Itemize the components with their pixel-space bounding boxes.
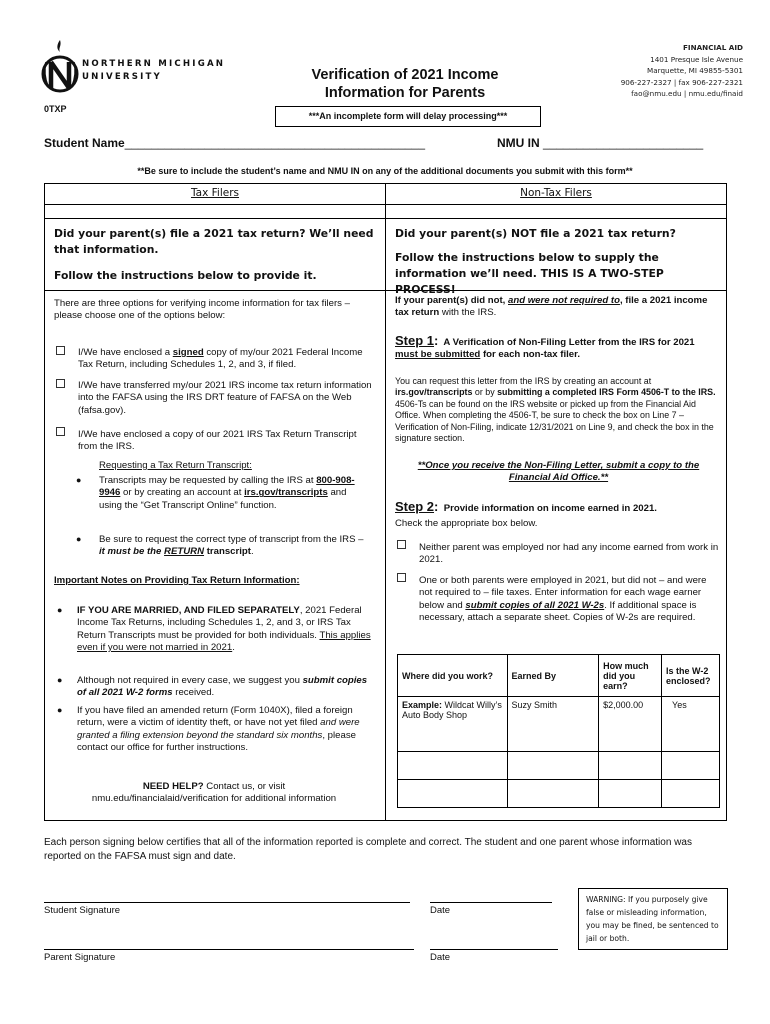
transcript-bullet-1: Transcripts may be requested by calling the IRS at 800-908-9946 or by creating an account at irs.gov/transcripts and using the “Get Transcript Online” function. <box>99 475 355 511</box>
tax-filers-heading: Tax Filers <box>190 187 240 199</box>
student-signature-label: Student Signature <box>44 905 121 916</box>
note-married-separately: IF YOU ARE MARRIED, AND FILED SEPARATELY, 2021 Federal Income Tax Returns, including Schedules 1, 2, and 3, or IRS Tax Return Transcripts must be provided for both individuals. This applies even if you were not married in 2021. <box>77 605 371 653</box>
student-date-label: Date <box>430 905 451 916</box>
bullet-icon: ● <box>57 675 63 685</box>
notes-heading: Important Notes on Providing Tax Return Information: <box>54 575 300 586</box>
student-date-line[interactable] <box>430 902 552 903</box>
parent-signature-label: Parent Signature <box>44 952 116 963</box>
nmu-in-field[interactable]: NMU IN ________________________ <box>497 136 704 150</box>
col-where-work: Where did you work? <box>398 655 508 697</box>
option1-text: I/We have enclosed a signed copy of my/our 2021 Federal Income Tax Return, including Schedules 1, 2, and 3, if filed. <box>78 347 363 371</box>
col-w2-enclosed: Is the W-2 enclosed? <box>662 655 720 697</box>
financial-aid-contact: FINANCIAL AID 1401 Presque Isle Avenue Marquette, MI 49855-5301 906-227-2327 | fax 906-227-2321 fao@nmu.edu | nmu.edu/finaid <box>620 43 743 98</box>
transcript-heading: Requesting a Tax Return Transcript: <box>99 460 252 471</box>
need-help: NEED HELP? Contact us, or visit nmu.edu/financialaid/verification for additional information <box>91 781 337 805</box>
table-row <box>398 697 720 752</box>
step2-option1-text: Neither parent was employed nor had any income earned from work in 2021. <box>419 542 719 566</box>
tax-filer-instruction: Follow the instructions below to provide it. <box>54 269 317 282</box>
incomplete-notice: ***An incomplete form will delay processing*** <box>275 106 541 127</box>
example-work-cell: Example: Wildcat Willy’s Auto Body Shop <box>398 697 508 752</box>
main-grid <box>44 183 727 821</box>
false-info-warning: WARNING: If you purposely give false or misleading information, you may be fined, be sentenced to jail or both. <box>578 888 728 950</box>
option3-checkbox[interactable] <box>56 427 65 436</box>
col-earned-by: Earned By <box>507 655 599 697</box>
student-signature-line[interactable] <box>44 902 410 903</box>
bullet-icon: ● <box>57 705 63 715</box>
nmu-emblem-icon <box>40 38 80 98</box>
bullet-icon: ● <box>57 605 63 615</box>
non-tax-filer-question: Did your parent(s) NOT file a 2021 tax return? <box>395 227 676 240</box>
tax-filer-question: Did your parent(s) file a 2021 tax return? We’ll need that information. <box>54 227 374 256</box>
nmu-logo <box>40 38 226 98</box>
option3-text: I/We have enclosed a copy of our 2021 IRS Tax Return Transcript from the IRS. <box>78 429 357 453</box>
option1-checkbox[interactable] <box>56 346 65 355</box>
option2-checkbox[interactable] <box>56 379 65 388</box>
parent-date-label: Date <box>430 952 451 963</box>
example-amount-cell: $2,000.00 <box>599 697 662 752</box>
include-name-note: **Be sure to include the student’s name and NMU IN on any of the additional documents you submit with this form** <box>137 166 633 176</box>
wage-earner-table <box>397 654 720 808</box>
form-code: 0TXP <box>44 104 67 114</box>
example-w2-cell: Yes <box>662 697 720 752</box>
note-w2-forms: Although not required in every case, we suggest you submit copies of all 2021 W-2 forms received. <box>77 675 368 699</box>
step2-option1-checkbox[interactable] <box>397 540 406 549</box>
student-name-field[interactable]: Student Name_____________________________________________ <box>44 136 426 150</box>
example-earned-by-cell: Suzy Smith <box>507 697 599 752</box>
transcript-bullet-2: Be sure to request the correct type of transcript from the IRS – it must be the RETURN transcript. <box>99 534 364 558</box>
irs-transcripts-link[interactable]: irs.gov/transcripts <box>244 487 328 499</box>
tax-filer-intro: There are three options for verifying income information for tax filers – please choose one of the options below: <box>54 298 350 322</box>
verification-link[interactable]: nmu.edu/financialaid/verification for additional information <box>91 793 337 805</box>
irs-phone-link[interactable]: 800-908-9946 <box>99 475 355 499</box>
col-how-much: How much did you earn? <box>599 655 662 697</box>
non-tax-filer-intro: If your parent(s) did not, and were not required to, file a 2021 income tax return with the IRS. <box>395 295 708 319</box>
step2-option2-text: One or both parents were employed in 2021, but did not – and were not required to – file taxes. Enter information for each wage earner below and submit copies of all 2021 W-2s. If additional space is necessary, attach a separate sheet. Copies of W-2s are required. <box>419 575 707 623</box>
page-title: Verification of 2021 Income Information for Parents <box>311 67 499 101</box>
certification-text: Each person signing below certifies that all of the information reported is complete and correct. The student and one parent whose information was reported on the FAFSA must sign and date. <box>44 837 692 862</box>
bullet-icon: ● <box>76 534 82 544</box>
non-tax-filer-instruction: Follow the instructions below to supply the information we’ll need. THIS IS A TWO-STEP PROCESS! <box>395 251 664 296</box>
parent-signature-line[interactable] <box>44 949 414 950</box>
table-row[interactable] <box>398 752 720 780</box>
table-header-row <box>398 655 720 697</box>
non-tax-filers-heading: Non-Tax Filers <box>520 187 592 199</box>
step1-body: You can request this letter from the IRS by creating an account at irs.gov/transcripts or by submitting a completed IRS Form 4506-T to the IRS. 4506-Ts can be found on the IRS website or picked up from the Financial Aid Office. When completing the 4506-T, be sure to check the box on Line 7 – Verification of Non-Filing, indicate 12/31/2021 on Line 9, and check the box in the signature section. <box>395 376 716 444</box>
step2-title: Step 2: Provide information on income earned in 2021. <box>395 499 657 514</box>
bullet-icon: ● <box>76 475 82 485</box>
step1-title: Step 1: A Verification of Non-Filing Letter from the IRS for 2021 must be submitted for each non-tax filer. <box>395 333 695 361</box>
step2-subtitle: Check the appropriate box below. <box>395 518 538 529</box>
step1-callout: **Once you receive the Non-Filing Letter, submit a copy to the Financial Aid Office.** <box>417 460 700 484</box>
parent-date-line[interactable] <box>430 949 558 950</box>
logo-wordmark: NORTHERN MICHIGAN UNIVERSITY <box>82 59 226 82</box>
note-amended-return: If you have filed an amended return (Form 1040X), filed a foreign return, were a victim of identity theft, or have not yet filed and were granted a filing extension beyond the standard six months, please contact our office for further instructions. <box>77 705 360 753</box>
option2-text: I/We have transferred my/our 2021 IRS income tax return information into the FAFSA using the IRS DRT feature of FAFSA on the Web (fafsa.gov). <box>78 380 372 416</box>
step2-option2-checkbox[interactable] <box>397 573 406 582</box>
table-row[interactable] <box>398 780 720 808</box>
